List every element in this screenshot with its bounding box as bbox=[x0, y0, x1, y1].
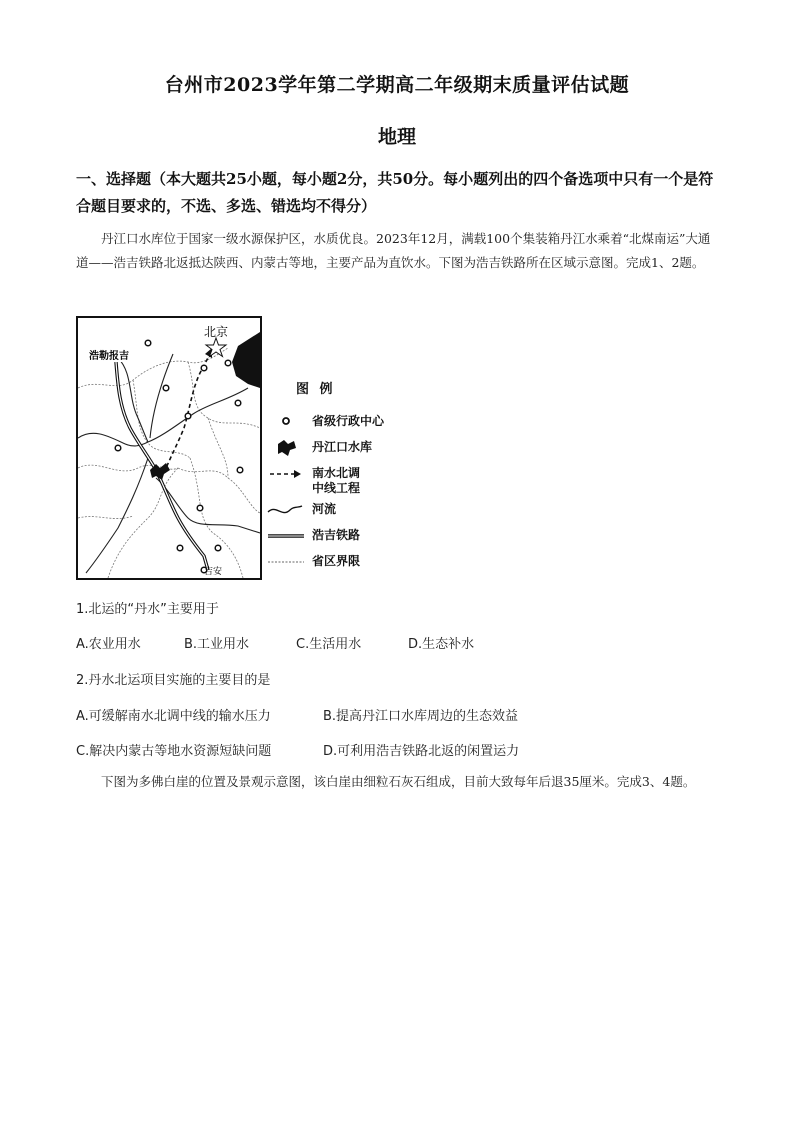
question-2-stem: 2.丹水北运项目实施的主要目的是 bbox=[76, 673, 271, 688]
q1-option-d: D.生态补水 bbox=[408, 637, 475, 652]
legend-item bbox=[264, 464, 404, 500]
q2-option-c: C.解决内蒙古等地水资源短缺问题 bbox=[76, 744, 272, 759]
section-heading: 一、选择题（本大题共25小题，每小题2分，共50分。每小题列出的四个备选项中只有一个是符合题目要求的，不选、多选、错选均不得分） bbox=[76, 170, 714, 215]
capital-dot-icon bbox=[264, 412, 304, 434]
subject-title: 地理 bbox=[377, 126, 416, 148]
q2-option-d: D.可利用浩吉铁路北返的闲置运力 bbox=[323, 744, 520, 759]
map-label-beijing: 北京 bbox=[204, 325, 229, 339]
legend-label: 丹江口水库 bbox=[312, 440, 373, 454]
map-legend bbox=[264, 378, 404, 578]
legend-label: 河流 bbox=[312, 502, 337, 516]
q1-option-a: A.农业用水 bbox=[76, 637, 141, 652]
reservoir-icon bbox=[264, 438, 304, 460]
question-1-stem: 1.北运的“丹水”主要用于 bbox=[76, 602, 219, 617]
haoji-railway bbox=[116, 362, 208, 570]
sea-area bbox=[232, 332, 260, 388]
exam-title: 台州市2023学年第二学期高二年级期末质量评估试题 bbox=[164, 74, 630, 96]
map-label-haolebaoji: 浩勒报吉 bbox=[89, 351, 129, 362]
legend-item bbox=[264, 526, 404, 548]
legend-label: 省区界限 bbox=[312, 554, 361, 568]
q1-option-b: B.工业用水 bbox=[184, 637, 250, 652]
railway-icon bbox=[264, 526, 304, 548]
legend-item bbox=[264, 412, 404, 434]
legend-label: 浩吉铁路 bbox=[312, 528, 361, 542]
map-drawing bbox=[78, 318, 260, 578]
legend-title: 图 例 bbox=[296, 382, 336, 397]
q1-option-c: C.生活用水 bbox=[296, 637, 362, 652]
passage-2: 下图为多佛白崖的位置及景观示意图，该白崖由细粒石灰石组成，目前大致每年后退35厘米。完成3、4题。 bbox=[101, 774, 696, 789]
province-boundaries bbox=[78, 348, 260, 578]
provincial-capitals bbox=[115, 340, 243, 573]
q2-option-b: B.提高丹江口水库周边的生态效益 bbox=[323, 709, 519, 724]
railway-region-map bbox=[76, 316, 262, 580]
passage-1: 丹江口水库位于国家一级水源保护区，水质优良。2023年12月，满载100个集装箱丹江水乘着“北煤南运”大通道——浩吉铁路北返抵达陕西、内蒙古等地，主要产品为直饮水。下图为浩吉铁路所在区域示意图。完成1、2题。 bbox=[76, 231, 711, 270]
legend-item bbox=[264, 552, 404, 574]
legend-label: 南水北调 中线工程 bbox=[312, 466, 361, 495]
river-icon bbox=[264, 500, 304, 522]
boundary-line-icon bbox=[264, 552, 304, 574]
legend-item bbox=[264, 438, 404, 460]
map-label-jian: 吉安 bbox=[204, 567, 223, 577]
diversion-arrow-icon bbox=[264, 464, 304, 486]
q2-option-a: A.可缓解南水北调中线的输水压力 bbox=[76, 709, 271, 724]
legend-label: 省级行政中心 bbox=[312, 414, 385, 428]
legend-item bbox=[264, 500, 404, 522]
